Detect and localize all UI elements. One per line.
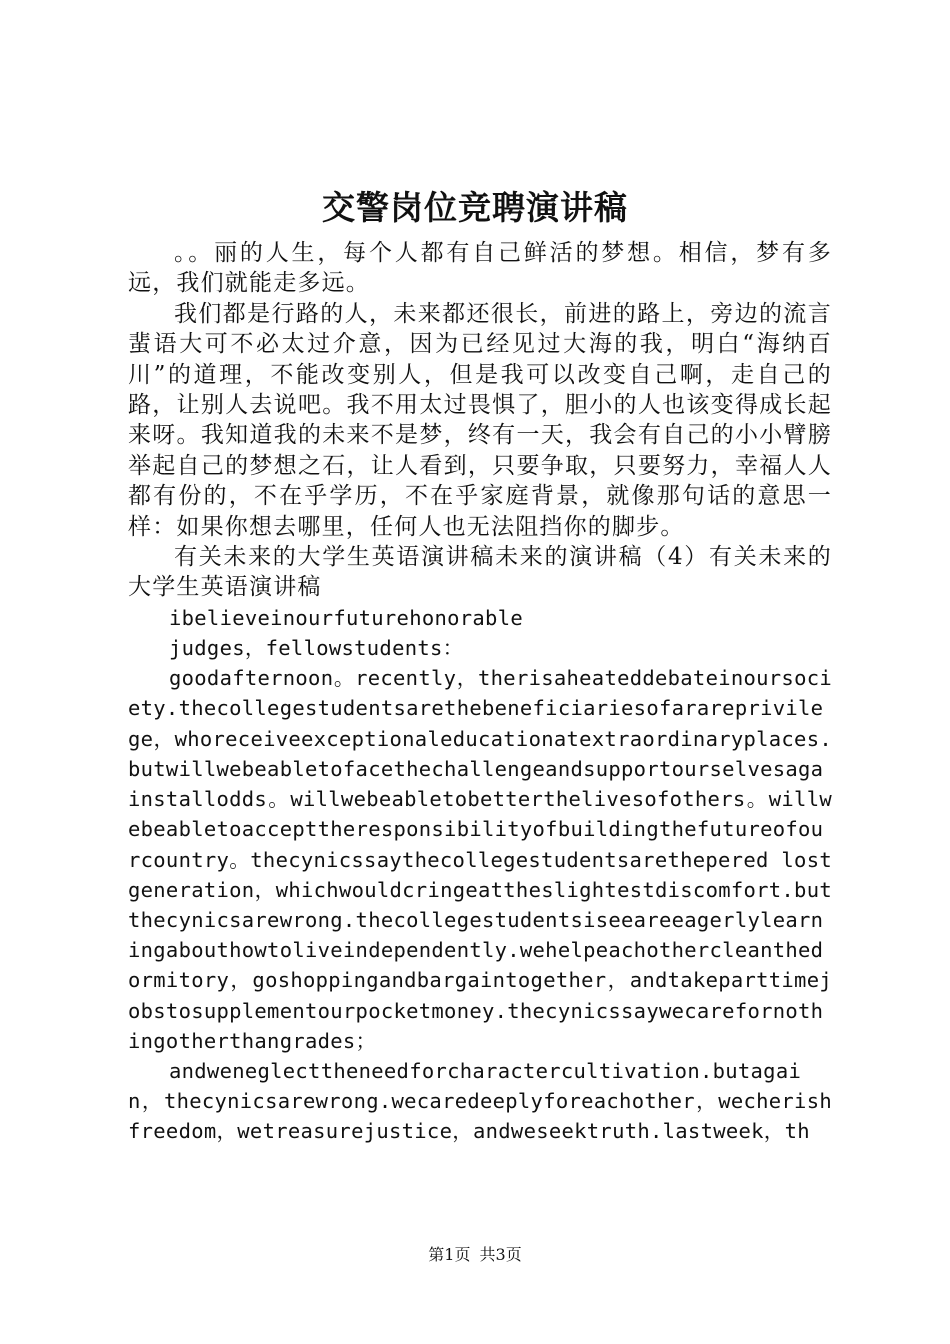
english-paragraph-1: ibelieveinourfuturehonorable	[169, 605, 523, 630]
page-footer	[0, 1244, 950, 1266]
page-number: 第1页	[428, 1245, 471, 1264]
document-body	[128, 238, 832, 1147]
paragraph-1: 。。丽的人生，每个人都有自己鲜活的梦想。相信，梦有多远，我们就能走多远。	[128, 240, 832, 297]
page-total: 共3页	[479, 1245, 522, 1264]
english-paragraph-4: andweneglecttheneedforcharactercultivation.butagain，thecynicsarewrong.wecaredeeplyforeachother，wecherishfreedom，wetreasurejustice，andweseektruth.lastweek，th	[128, 1058, 832, 1144]
english-paragraph-2: judges，fellowstudents：	[169, 636, 464, 661]
english-paragraph-3: goodafternoon。recently，therisaheateddebateinoursociety.thecollegestudentsarethebeneficiariesofarareprivilege，whoreceiveexceptionaleducationatextraordinaryplaces.butwillwebeabletofacethechallengeandsupportourselvesagainstallodds。willwebeabletobetterthelivesofothers。willwebeabletoaccepttheresponsibilityofbuildingthefutureofourcountry。thecynicssaythecollegestudentsarethepered lostgeneration，whichwouldcringeattheslightestdiscomfort.butthecynicsarewrong.thecollegestudentsiseeareeagerlylearningabouthowtoliveindependently.wehelpeachothercleanthedormitory，goshoppingandbargaintogether，andtakeparttimejobstosupplementourpocketmoney.thecynicssaywecarefornothingotherthangrades；	[128, 666, 832, 1053]
document-title: 交警岗位竞聘演讲稿	[322, 188, 628, 227]
paragraph-3: 有关未来的大学生英语演讲稿未来的演讲稿（4）有关未来的大学生英语演讲稿	[128, 544, 832, 601]
paragraph-2: 我们都是行路的人，未来都还很长，前进的路上，旁边的流言蜚语大可不必太过介意，因为已经见过大海的我，明白“海纳百川”的道理，不能改变别人，但是我可以改变自己啊，走自己的路，让别人去说吧。我不用太过畏惧了，胆小的人也该变得成长起来呀。我知道我的未来不是梦，终有一天，我会有自己的小小臂膀举起自己的梦想之石，让人看到，只要争取，只要努力，幸福人人都有份的，不在乎学历，不在乎家庭背景，就像那句话的意思一样：如果你想去哪里，任何人也无法阻挡你的脚步。	[128, 300, 832, 540]
